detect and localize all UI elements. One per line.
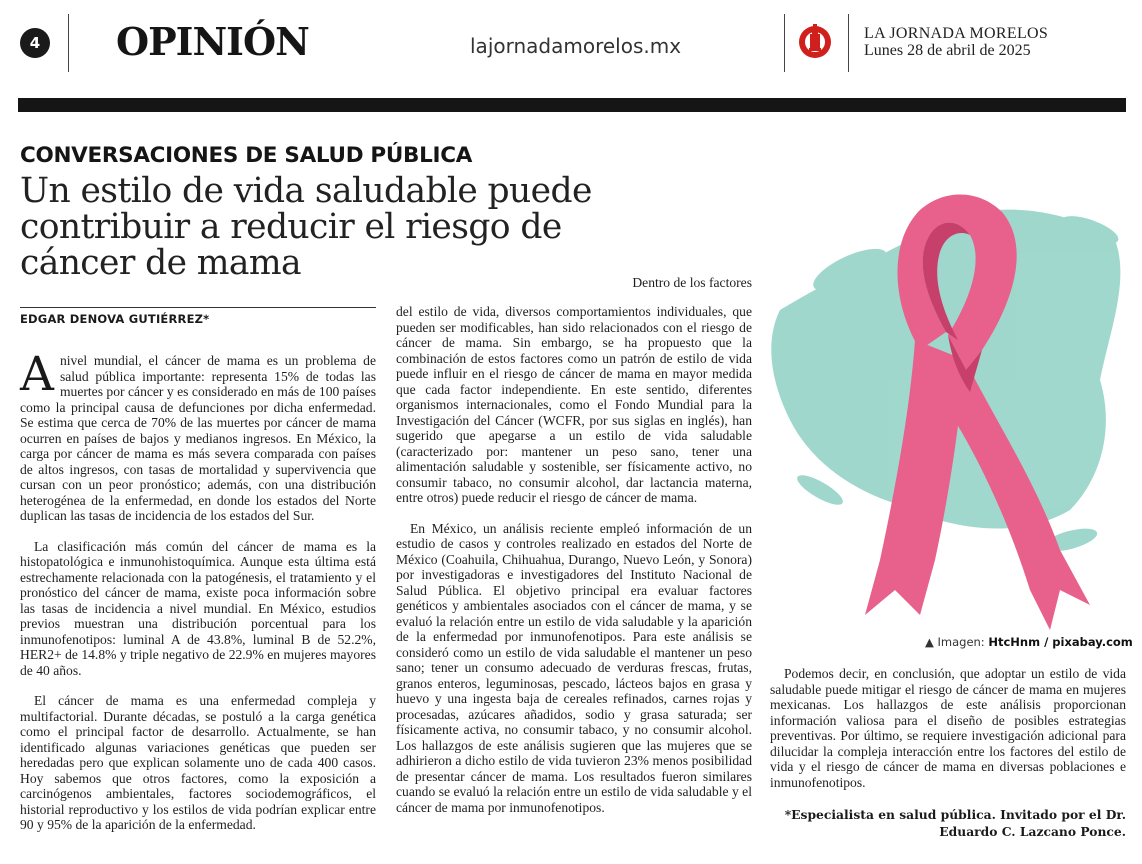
paragraph: En México, un análisis reciente empleó información de un estudio de casos y controles realizado en estados del Norte de México (Coahuila, Chihuahua, Durango, Nuevo León, y Sonora) por investigadoras e investigadores del Instituto Nacional de Salud Pública. El objetivo principal era evaluar factores genéticos y ambientales asociados con el cáncer de mama, y se evaluó la relación entre un estilo de vida saludable y la aparición de la enfermedad por inmunofenotipos. Para este análisis se consideró como un estilo de vida saludable el mantener un peso sano; tener un consumo adecuado de verduras frescas, frutas, granos enteros, leguminosas, pescado, lácteos bajos en grasa y huevo y una ingesta baja de cereales refinados, carnes rojas y procesadas, azúcares añadidos, sodio y grasa saturada; ser físicamente activa, no consumir tabaco, y no consumir alcohol. Los hallazgos de este análisis sugieren que las mujeres que se adhirieron a dicho estilo de vida tuvieron 23% menos posibilidad de presentar cáncer de mama. Los resultados fueron similares cuando se evaluó la relación entre un estilo de vida saludable y el cáncer de mama por inmunofenotipos. bbox=[396, 520, 752, 815]
column-kicker: CONVERSACIONES DE SALUD PÚBLICA bbox=[20, 143, 473, 168]
paragraph: Podemos decir, en conclusión, que adoptar un estilo de vida saludable puede mitigar el riesgo de cáncer de mama en mujeres mexicanas. Los hallazgos de este análisis proporcionan información valiosa para el diseño de posibles estrategias preventivas. Por último, se requiere investigación adicional para dilucidar la compleja interacción entre los factores del estilo de vida y el riesgo de cáncer de mama en diversas poblaciones e inmunofenotipos. bbox=[770, 666, 1126, 790]
header-bar bbox=[18, 98, 1126, 112]
masthead-divider bbox=[784, 14, 785, 72]
byline-rule bbox=[20, 307, 376, 308]
author-note: *Especialista en salud pública. Invitado por el Dr. Eduardo C. Lazcano Ponce. bbox=[784, 807, 1126, 839]
section-title: OPINIÓN bbox=[116, 19, 309, 64]
newspaper-name: LA JORNADA MORELOS bbox=[864, 25, 1049, 42]
page-number: 4 bbox=[20, 28, 50, 58]
issue-date: Lunes 28 de abril de 2025 bbox=[864, 42, 1031, 59]
paragraph: del estilo de vida, diversos comportamientos individuales, que pueden ser modificables, han sido relacionados con el riesgo de cáncer de mama. Sin embargo, se ha propuesto que la combinación de estos factores como un patrón de estilo de vida puede influir en el riesgo de cáncer de mama en mayor medida que cada factor independiente. En este sentido, diferentes organismos internacionales, como el Fondo Mundial para la Investigación del Cáncer (WCFR, por sus siglas en inglés), han sugerido que apegarse a un estilo de vida saludable (caracterizado por: mantener un peso sano, tener una alimentación saludable y sostenible, ser físicamente activo, no consumir tabaco, no consumir alcohol, dar lactancia materna, entre otros) puede reducir el riesgo de cáncer de mama. bbox=[396, 304, 752, 505]
pink-ribbon-illustration bbox=[770, 160, 1130, 630]
drop-cap: A bbox=[20, 347, 54, 402]
article-column-1 bbox=[20, 347, 376, 848]
paragraph: A nivel mundial, el cáncer de mama es un problema de salud pública importante: representa 15% de todas las muertes por cáncer y es considerado en más de 100 países como la principal causa de defunciones por dicha enfermedad. Se estima que cerca de 70% de las muertes por cáncer de mama ocurren en países de bajos y medianos ingresos. En México, la carga por cáncer de mama es más severa comparada con países de altos ingresos, con tasas de mortalidad y supervivencia que cursan con un peor pronóstico; además, con una distribución heterogénea de la enfermedad, en donde los estados del Norte duplican las tasas de incidencia de los estados del Sur. bbox=[20, 347, 376, 523]
byline: EDGAR DENOVA GUTIÉRREZ* bbox=[20, 312, 210, 326]
paragraph: La clasificación más común del cáncer de mama es la histopatológica e inmunohistoquímica. Aunque esta última está estrechamente relacionada con la patogénesis, el tratamiento y el pronóstico del cáncer de mama, existe poca información sobre las tasas de incidencia a nivel mundial. En México, estudios previos muestran una distribución porcentual para los inmunofenotipos: luminal A de 43.8%, luminal B de 52.2%, HER2+ de 14.8% y triple negativo de 22.9% en mujeres mayores de 40 años. bbox=[20, 538, 376, 678]
article-column-2 bbox=[396, 304, 752, 830]
masthead-divider bbox=[68, 14, 69, 72]
column-2-lead: Dentro de los factores bbox=[632, 275, 752, 290]
image-credit: ▲ Imagen: HtcHnm / pixabay.com bbox=[925, 635, 1133, 649]
newspaper-logo-icon bbox=[797, 22, 833, 60]
website-link[interactable]: lajornadamorelos.mx bbox=[470, 34, 682, 58]
article-headline: Un estilo de vida saludable puede contribuir a reducir el riesgo de cáncer de mama bbox=[20, 171, 592, 283]
paragraph: El cáncer de mama es una enfermedad compleja y multifactorial. Durante décadas, se postuló a la carga genética como el principal factor de desarrollo. Actualmente, se han identificado algunas variaciones genéticas que pueden ser heredadas pero que explican solamente uno de cada 400 casos. Hoy sabemos que otros factores, como la exposición a carcinógenos ambientales, factores sociodemográficos, el historial reproductivo y los estilos de vida podrían explicar entre 90 y 95% de la aparición de la enfermedad. bbox=[20, 693, 376, 832]
masthead-divider bbox=[848, 14, 849, 72]
article-column-3 bbox=[770, 666, 1126, 805]
